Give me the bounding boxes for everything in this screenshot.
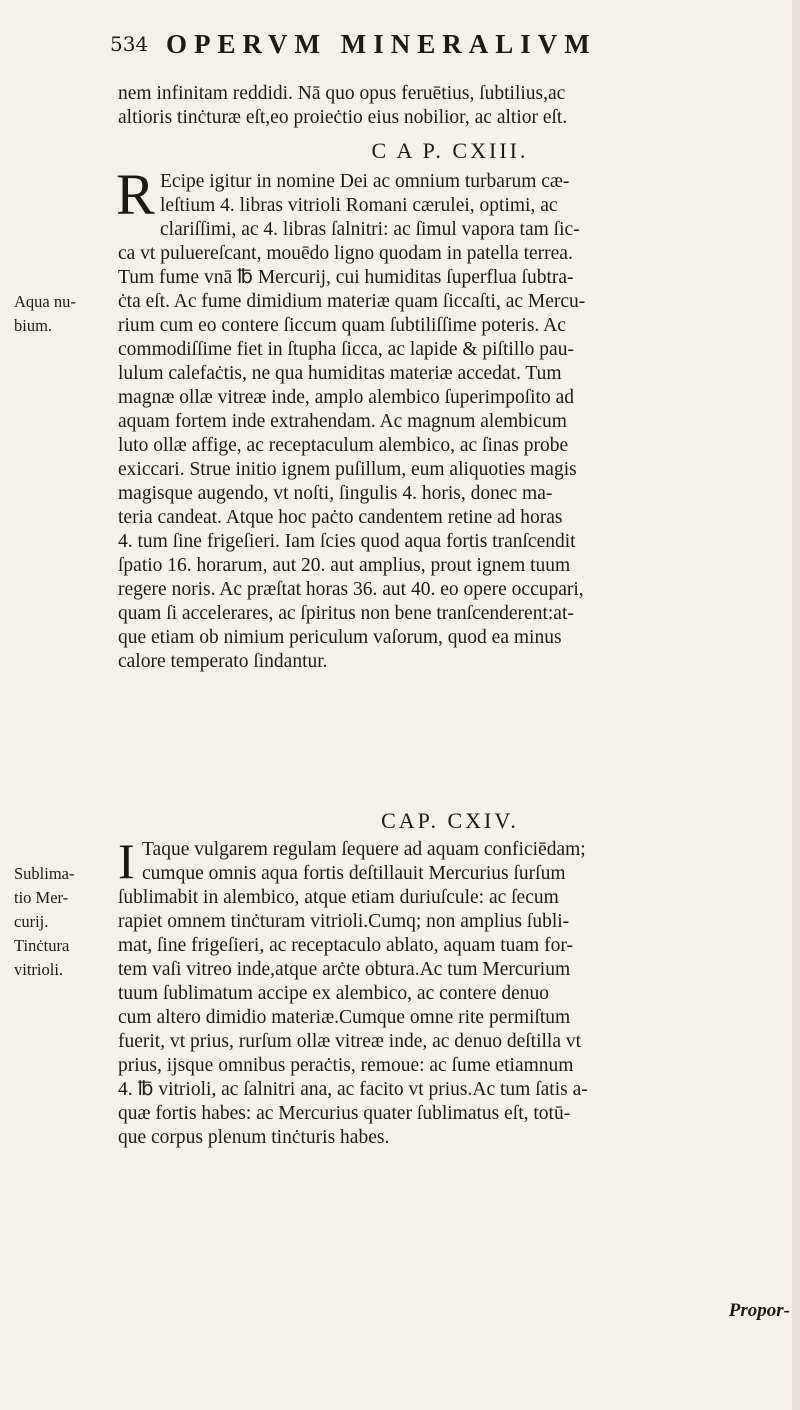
margin-note-line: vitrioli. — [14, 960, 64, 979]
text-line: Tum fume vnā ℔ Mercurij, cui humiditas ſuperflua ſubtra- — [118, 267, 574, 288]
text-line: quam ſi accelerares, ac ſpiritus non bene tranſcenderent:at- — [118, 603, 574, 624]
text-line: magisque augendo, vt noſti, ſingulis 4. horis, donec ma- — [118, 483, 553, 504]
chapter2-body — [118, 886, 790, 1150]
chapter-heading: C A P. CXIII. — [371, 138, 529, 163]
text-line: leſtium 4. libras vitrioli Romani cærulei, optimi, ac — [160, 195, 558, 216]
text-line: rium cum eo contere ſiccum quam ſubtiliſſime poteris. Ac — [118, 315, 566, 336]
text-line: Ecipe igitur in nomine Dei ac omnium turbarum cæ- — [160, 171, 570, 192]
page-number: 534 — [110, 32, 149, 56]
margin-note-line: tio Mer- — [14, 888, 69, 907]
text-line: altioris tinċturæ eſt,eo proieċtio eius nobilior, ac altior eſt. — [118, 107, 568, 128]
text-line: prius, ijsque omnibus peraċtis, remoue: ac ſume etiamnum — [118, 1055, 574, 1076]
text-line: fuerit, vt prius, rurſum ollæ vitreæ inde, ac denuo deſtilla vt — [118, 1031, 582, 1052]
text-line: luto ollæ affige, ac receptaculum alembico, ac ſinas probe — [118, 435, 569, 456]
text-line: Taque vulgarem regulam ſequere ad aquam conficiēdam; — [142, 839, 586, 860]
text-line: cum altero dimidio materiæ.Cumque omne rite permiſtum — [118, 1007, 571, 1028]
text-line: magnæ ollæ vitreæ inde, amplo alembico ſuperimpoſito ad — [118, 387, 575, 408]
text-line: quæ fortis habes: ac Mercurius quater ſublimatus eſt, totū- — [118, 1103, 571, 1124]
text-line: regere noris. Ac præſtat horas 36. aut 40. eo opere occupari, — [118, 579, 584, 600]
text-line: commodiſſime fiet in ſtupha ſicca, ac lapide & piſtillo pau- — [118, 339, 574, 360]
chapter1-first-line — [160, 170, 790, 242]
margin-note-line: bium. — [14, 316, 53, 335]
text-line: aquam fortem inde extrahendam. Ac magnum alembicum — [118, 411, 567, 432]
text-line: ca vt puluereſcant, mouēdo ligno quodam in patella terrea. — [118, 243, 573, 264]
text-line: ċta eſt. Ac fume dimidium materiæ quam ſiccaſti, ac Mercu- — [118, 291, 586, 312]
margin-note-line: Aqua nu- — [14, 292, 76, 311]
intro-text — [118, 82, 790, 130]
margin-note-sublimatio — [14, 862, 114, 934]
text-line: ſpatio 16. horarum, aut 20. aut amplius, prout ignem tuum — [118, 555, 571, 576]
page-header — [110, 26, 770, 62]
margin-note-line: curij. — [14, 912, 49, 931]
chapter2-first-line — [142, 838, 790, 886]
text-line: rapiet omnem tinċturam vitrioli.Cumq; non amplius ſubli- — [118, 911, 570, 932]
text-line: que corpus plenum tinċturis habes. — [118, 1127, 390, 1148]
text-line: lulum calefaċtis, ne qua humiditas materiæ accedat. Tum — [118, 363, 562, 384]
text-line: cumque omnis aqua fortis deſtillauit Mercurius ſurſum — [142, 863, 566, 884]
catchword: Propor- — [728, 1300, 790, 1321]
text-line: ſublimabit in alembico, atque etiam duriuſcule: ac ſecum — [118, 887, 559, 908]
margin-note-aqua — [14, 290, 114, 338]
chapter1-body — [118, 242, 790, 674]
text-line: teria candeat. Atque hoc paċto candentem retine ad horas — [118, 507, 563, 528]
text-line: 4. ℔ vitrioli, ac ſalnitri ana, ac facito vt prius.Ac tum ſatis a- — [118, 1079, 588, 1100]
margin-note-tinctura — [14, 934, 114, 982]
text-line: exiccari. Strue initio ignem puſillum, eum aliquoties magis — [118, 459, 577, 480]
margin-note-line: Tinċtura — [14, 936, 70, 955]
text-line: nem infinitam reddidi. Nā quo opus feruētius, ſubtilius,ac — [118, 83, 566, 104]
running-title: OPERVM MINERALIVM — [166, 28, 597, 59]
text-line: calore temperato ſindantur. — [118, 651, 328, 672]
text-line: tem vaſi vitreo inde,atque arċte obtura.Ac tum Mercurium — [118, 959, 571, 980]
page-edge — [792, 0, 800, 1410]
text-line: 4. tum ſine frigeſieri. Iam ſcies quod aqua fortis tranſcendit — [118, 531, 576, 552]
chapter-heading: CAP. CXIV. — [381, 808, 519, 833]
dropcap: I — [118, 833, 135, 889]
text-line: clariſſimi, ac 4. libras ſalnitri: ac ſimul vapora tam ſic- — [160, 219, 580, 240]
dropcap: R — [116, 162, 155, 227]
text-line: mat, ſine frigeſieri, ac receptaculo ablato, aquam tuam for- — [118, 935, 573, 956]
margin-note-line: Sublima- — [14, 864, 75, 883]
text-line: que etiam ob nimium periculum vaſorum, quod ea minus — [118, 627, 562, 648]
text-line: tuum ſublimatum accipe ex alembico, ac contere denuo — [118, 983, 549, 1004]
